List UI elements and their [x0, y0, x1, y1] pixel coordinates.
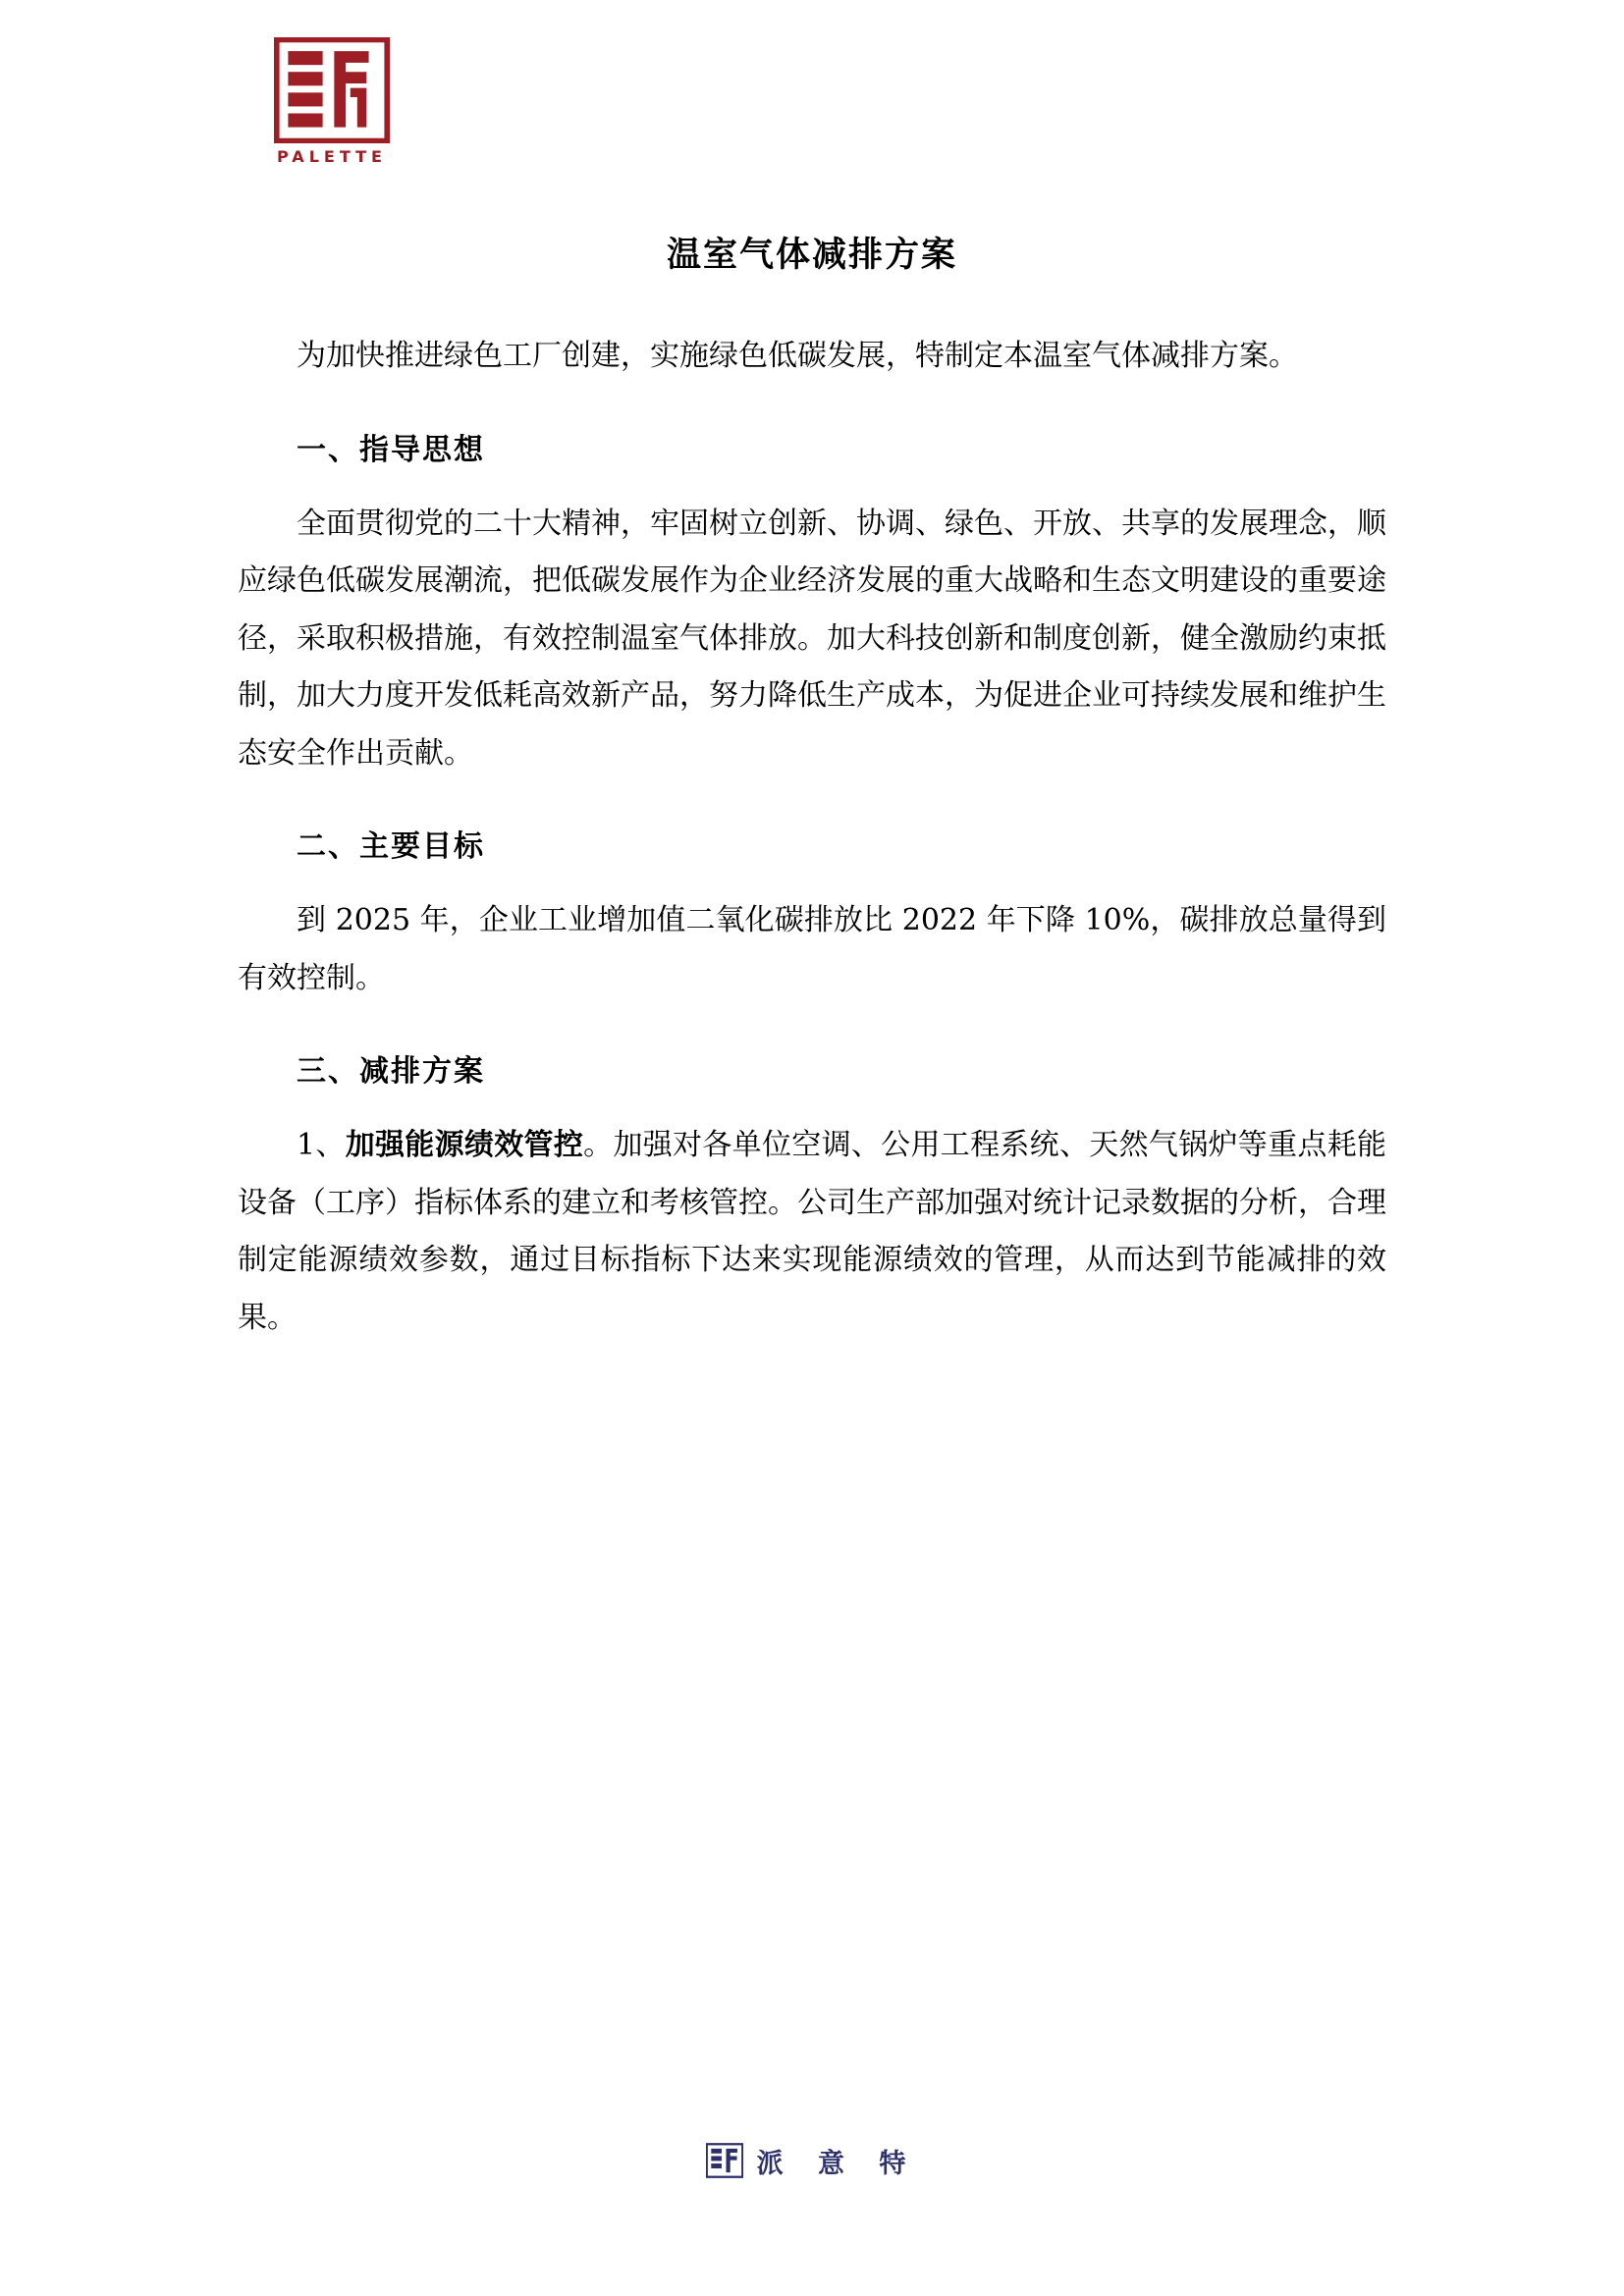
palette-seal-icon — [274, 37, 390, 143]
section-heading-2: 二、主要目标 — [297, 829, 485, 864]
section-heading-1: 一、指导思想 — [297, 432, 485, 467]
section-body-2: 到 2025 年，企业工业增加值二氧化碳排放比 2022 年下降 10%，碳排放总量得到有效控制。 — [238, 903, 1386, 995]
brand-logo — [253, 37, 410, 166]
footer-brand-text: 派 意 特 — [756, 2148, 919, 2179]
palette-seal-icon — [706, 2141, 743, 2180]
list-item-lead: 加强能源绩效管控 — [345, 1128, 584, 1162]
page-footer — [0, 2141, 1624, 2180]
brand-wordmark: PALETTE — [277, 147, 387, 166]
list-item-text: 。加强对各单位空调、公用工程系统、天然气锅炉等重点耗能设备（工序）指标体系的建立和考核管控。公司生产部加强对统计记录数据的分析，合理制定能源绩效参数，通过目标指标下达来实现能源绩效的管理，从而达到节能减排的效果。 — [238, 1128, 1387, 1335]
page-title: 温室气体减排方案 — [666, 235, 957, 275]
section-heading-3: 三、减排方案 — [297, 1054, 485, 1089]
list-item-number: 1、 — [297, 1128, 346, 1162]
document-body — [238, 228, 1386, 1376]
section-body-3-item-1 — [238, 1117, 1386, 1347]
intro-paragraph: 为加快推进绿色工厂创建，实施绿色低碳发展，特制定本温室气体减排方案。 — [297, 339, 1298, 373]
section-body-1: 全面贯彻党的二十大精神，牢固树立创新、协调、绿色、开放、共享的发展理念，顺应绿色低碳发展潮流，把低碳发展作为企业经济发展的重大战略和生态文明建设的重要途径，采取积极措施，有效控制温室气体排放。加大科技创新和制度创新，健全激励约束抵制，加大力度开发低耗高效新产品，努力降低生产成本，为促进企业可持续发展和维护生态安全作出贡献。 — [238, 506, 1386, 771]
